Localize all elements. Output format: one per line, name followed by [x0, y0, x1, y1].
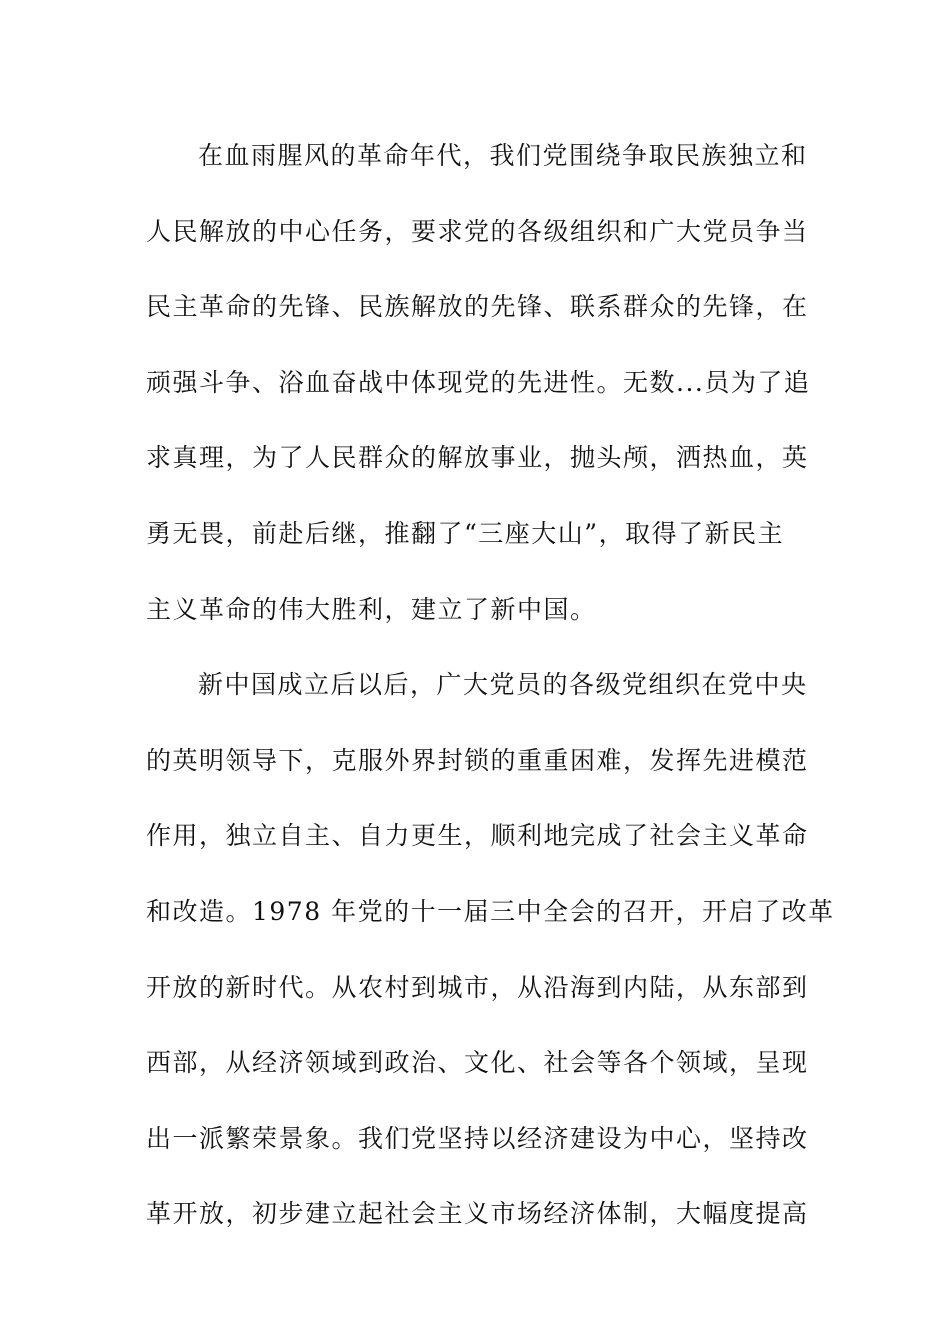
text-line: 在血雨腥风的革命年代，我们党围绕争取民族独立和 [198, 141, 808, 170]
text-line: 作用，独立自主、自力更生，顺利地完成了社会主义革命 [146, 821, 809, 851]
text-line: 革开放，初步建立起社会主义市场经济体制，大幅度提高 [146, 1199, 809, 1229]
text-line: 出一派繁荣景象。我们党坚持以经济建设为中心，坚持改 [146, 1123, 809, 1153]
text-line: 人民解放的中心任务，要求党的各级组织和广大党员争当 [146, 216, 809, 246]
text-line: 主义革命的伟大胜利，建立了新中国。 [146, 594, 597, 624]
text-line: 新中国成立后以后，广大党员的各级党组织在党中央 [198, 670, 808, 700]
text-line: 开放的新时代。从农村到城市，从沿海到内陆，从东部到 [146, 972, 809, 1002]
text-line: 求真理，为了人民群众的解放事业，抛头颅，洒热血，英 [146, 443, 809, 473]
text-line: 西部，从经济领域到政治、文化、社会等各个领域，呈现 [146, 1048, 809, 1078]
text-line: 顽强斗争、浴血奋战中体现党的先进性。无数...员为了追 [146, 367, 811, 397]
text-line: 勇无畏，前赴后继，推翻了“三座大山”，取得了新民主 [146, 518, 785, 548]
document-body [146, 118, 835, 1252]
paragraph-2 [146, 647, 835, 1252]
text-line: 的英明领导下，克服外界封锁的重重困难，发挥先进模范 [146, 745, 809, 775]
paragraph-1 [146, 118, 811, 647]
text-line: 和改造。1978 年党的十一届三中全会的召开，开启了改革 [146, 896, 835, 926]
text-line: 民主革命的先锋、民族解放的先锋、联系群众的先锋，在 [146, 292, 809, 322]
